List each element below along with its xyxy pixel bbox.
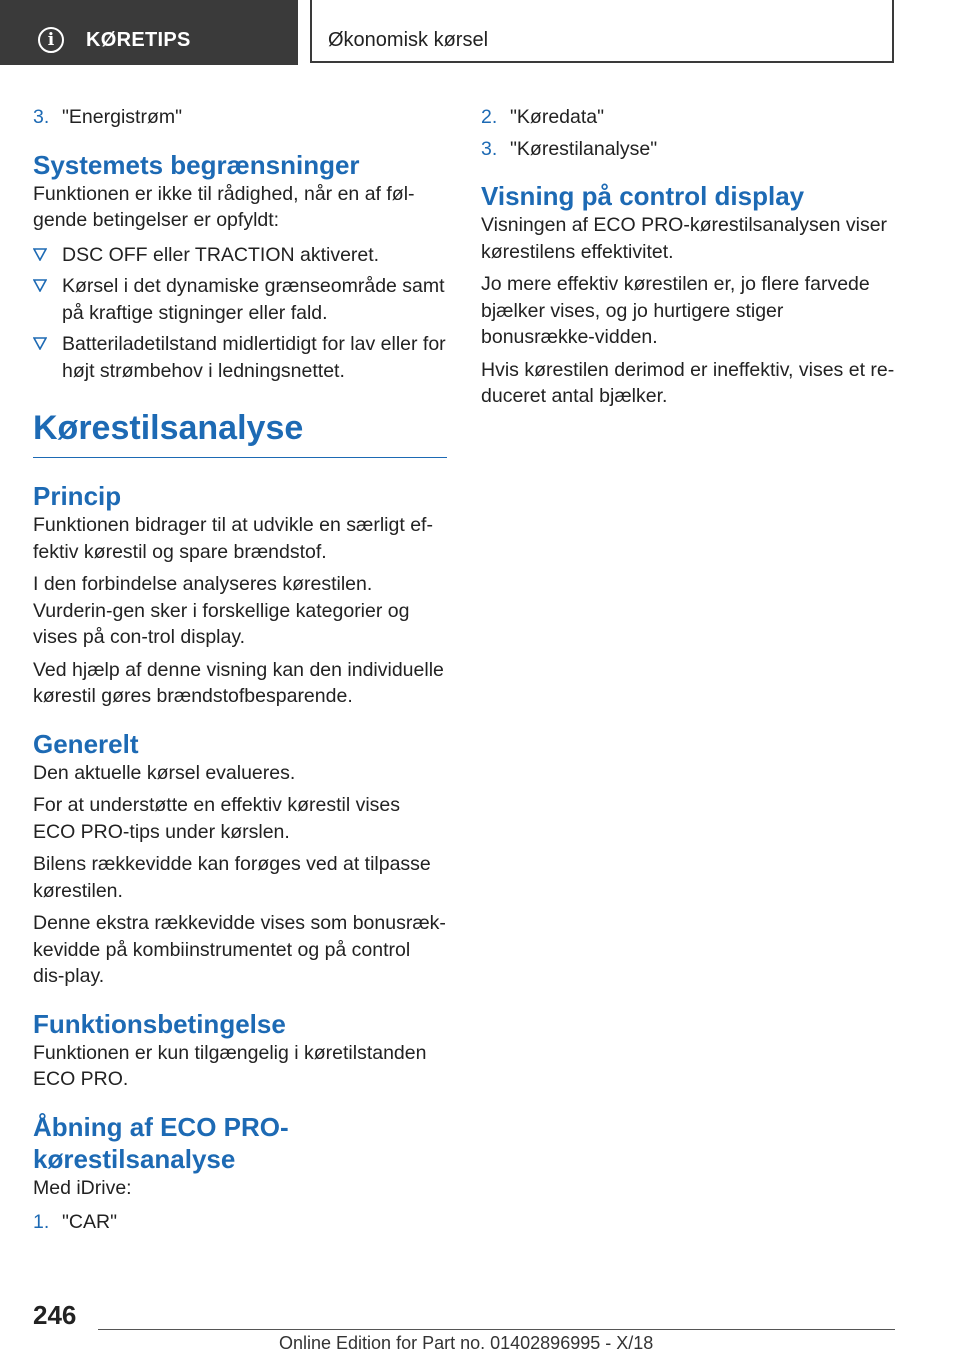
section-label: KØRETIPS — [86, 29, 191, 51]
step-number: 3. — [481, 137, 498, 160]
list-item — [33, 242, 447, 269]
heading-princip: Princip — [33, 481, 122, 511]
numbered-step-3 — [33, 104, 447, 131]
paragraph-visning-2: Jo mere effektiv kørestilen er, jo flere farvede bjælker vises, og jo hurtigere stiger bonusrække-vidden. — [481, 273, 870, 348]
list-item-text: Kørsel i det dynamiske grænseområde samt på kraftige stigninger eller fald. — [62, 275, 445, 324]
footer-divider — [98, 1329, 895, 1330]
list-item — [33, 331, 447, 384]
heading-aabning-eco-pro: Åbning af ECO PRO-kørestilsanalyse — [33, 1111, 289, 1174]
left-column — [33, 104, 447, 1236]
paragraph-generelt-2: For at understøtte en effektiv kørestil vises ECO PRO-tips under kørslen. — [33, 794, 401, 843]
paragraph-generelt-1: Den aktuelle kørsel evalueres. — [33, 761, 296, 784]
paragraph-generelt-4: Denne ekstra rækkevidde vises som bonusræk-kevidde på kombiinstrumentet og på control dis-play. — [33, 912, 446, 987]
limitations-list — [33, 242, 447, 385]
header-chapter-box — [310, 0, 894, 63]
step-text: "Kørestilanalyse" — [510, 137, 658, 160]
paragraph-generelt-3: Bilens rækkevidde kan forøges ved at tilpasse kørestilen. — [33, 853, 431, 902]
paragraph-idrive: Med iDrive: — [33, 1176, 132, 1199]
list-item — [33, 273, 447, 326]
step-text: "Køredata" — [510, 106, 605, 128]
right-column — [481, 104, 895, 410]
numbered-step-2 — [481, 104, 895, 131]
main-heading-wrap — [33, 408, 447, 458]
step-text: "CAR" — [62, 1211, 118, 1233]
edition-text: Online Edition for Part no. 01402896995 - X/18 — [279, 1333, 654, 1353]
step-text: "Energistrøm" — [62, 106, 183, 128]
heading-generelt: Generelt — [33, 728, 139, 759]
heading-systemets-begraensninger: Systemets begrænsninger — [33, 149, 360, 180]
heading-visning-control-display: Visning på control display — [481, 181, 805, 211]
triangle-bullet-icon — [33, 278, 47, 292]
paragraph-funk-1: Funktionen er kun tilgængelig i køretilstanden ECO PRO. — [33, 1041, 427, 1090]
page-number: 246 — [33, 1300, 77, 1330]
numbered-step-1 — [33, 1209, 447, 1236]
list-item-text: DSC OFF eller TRACTION aktiveret. — [62, 243, 380, 266]
paragraph-princip-1: Funktionen bidrager til at udvikle en særligt ef-fektiv kørestil og spare brændstof. — [33, 514, 433, 563]
numbered-step-3 — [481, 136, 895, 163]
heading-funktionsbetingelse: Funktionsbetingelse — [33, 1008, 286, 1039]
paragraph-visning-1: Visningen af ECO PRO-kørestilsanalysen viser kørestilens effektivitet. — [481, 214, 888, 263]
paragraph-princip-3: Ved hjælp af denne visning kan den individuelle kørestil gøres brændstofbesparende. — [33, 658, 444, 707]
info-icon: i — [38, 27, 64, 53]
triangle-bullet-icon — [33, 336, 47, 350]
heading-korestilsanalyse: Kørestilsanalyse — [33, 409, 304, 447]
list-item-text: Batteriladetilstand midlertidigt for lav eller for højt strømbehov i ledningsnettet. — [62, 333, 446, 382]
paragraph-visning-3: Hvis kørestilen derimod er ineffektiv, vises et re-duceret antal bjælker. — [481, 358, 895, 407]
chapter-title: Økonomisk kørsel — [328, 29, 489, 51]
header-section-tab — [0, 0, 298, 65]
step-number: 1. — [33, 1211, 50, 1233]
step-number: 2. — [481, 106, 498, 128]
triangle-bullet-icon — [33, 247, 47, 261]
paragraph-princip-2: I den forbindelse analyseres kørestilen. Vurderin-gen sker i forskellige kategorier og vises på con-trol display. — [33, 573, 410, 648]
step-number: 3. — [33, 106, 50, 128]
paragraph-sys-intro: Funktionen er ikke til rådighed, når en af føl-gende betingelser er opfyldt: — [33, 182, 415, 231]
